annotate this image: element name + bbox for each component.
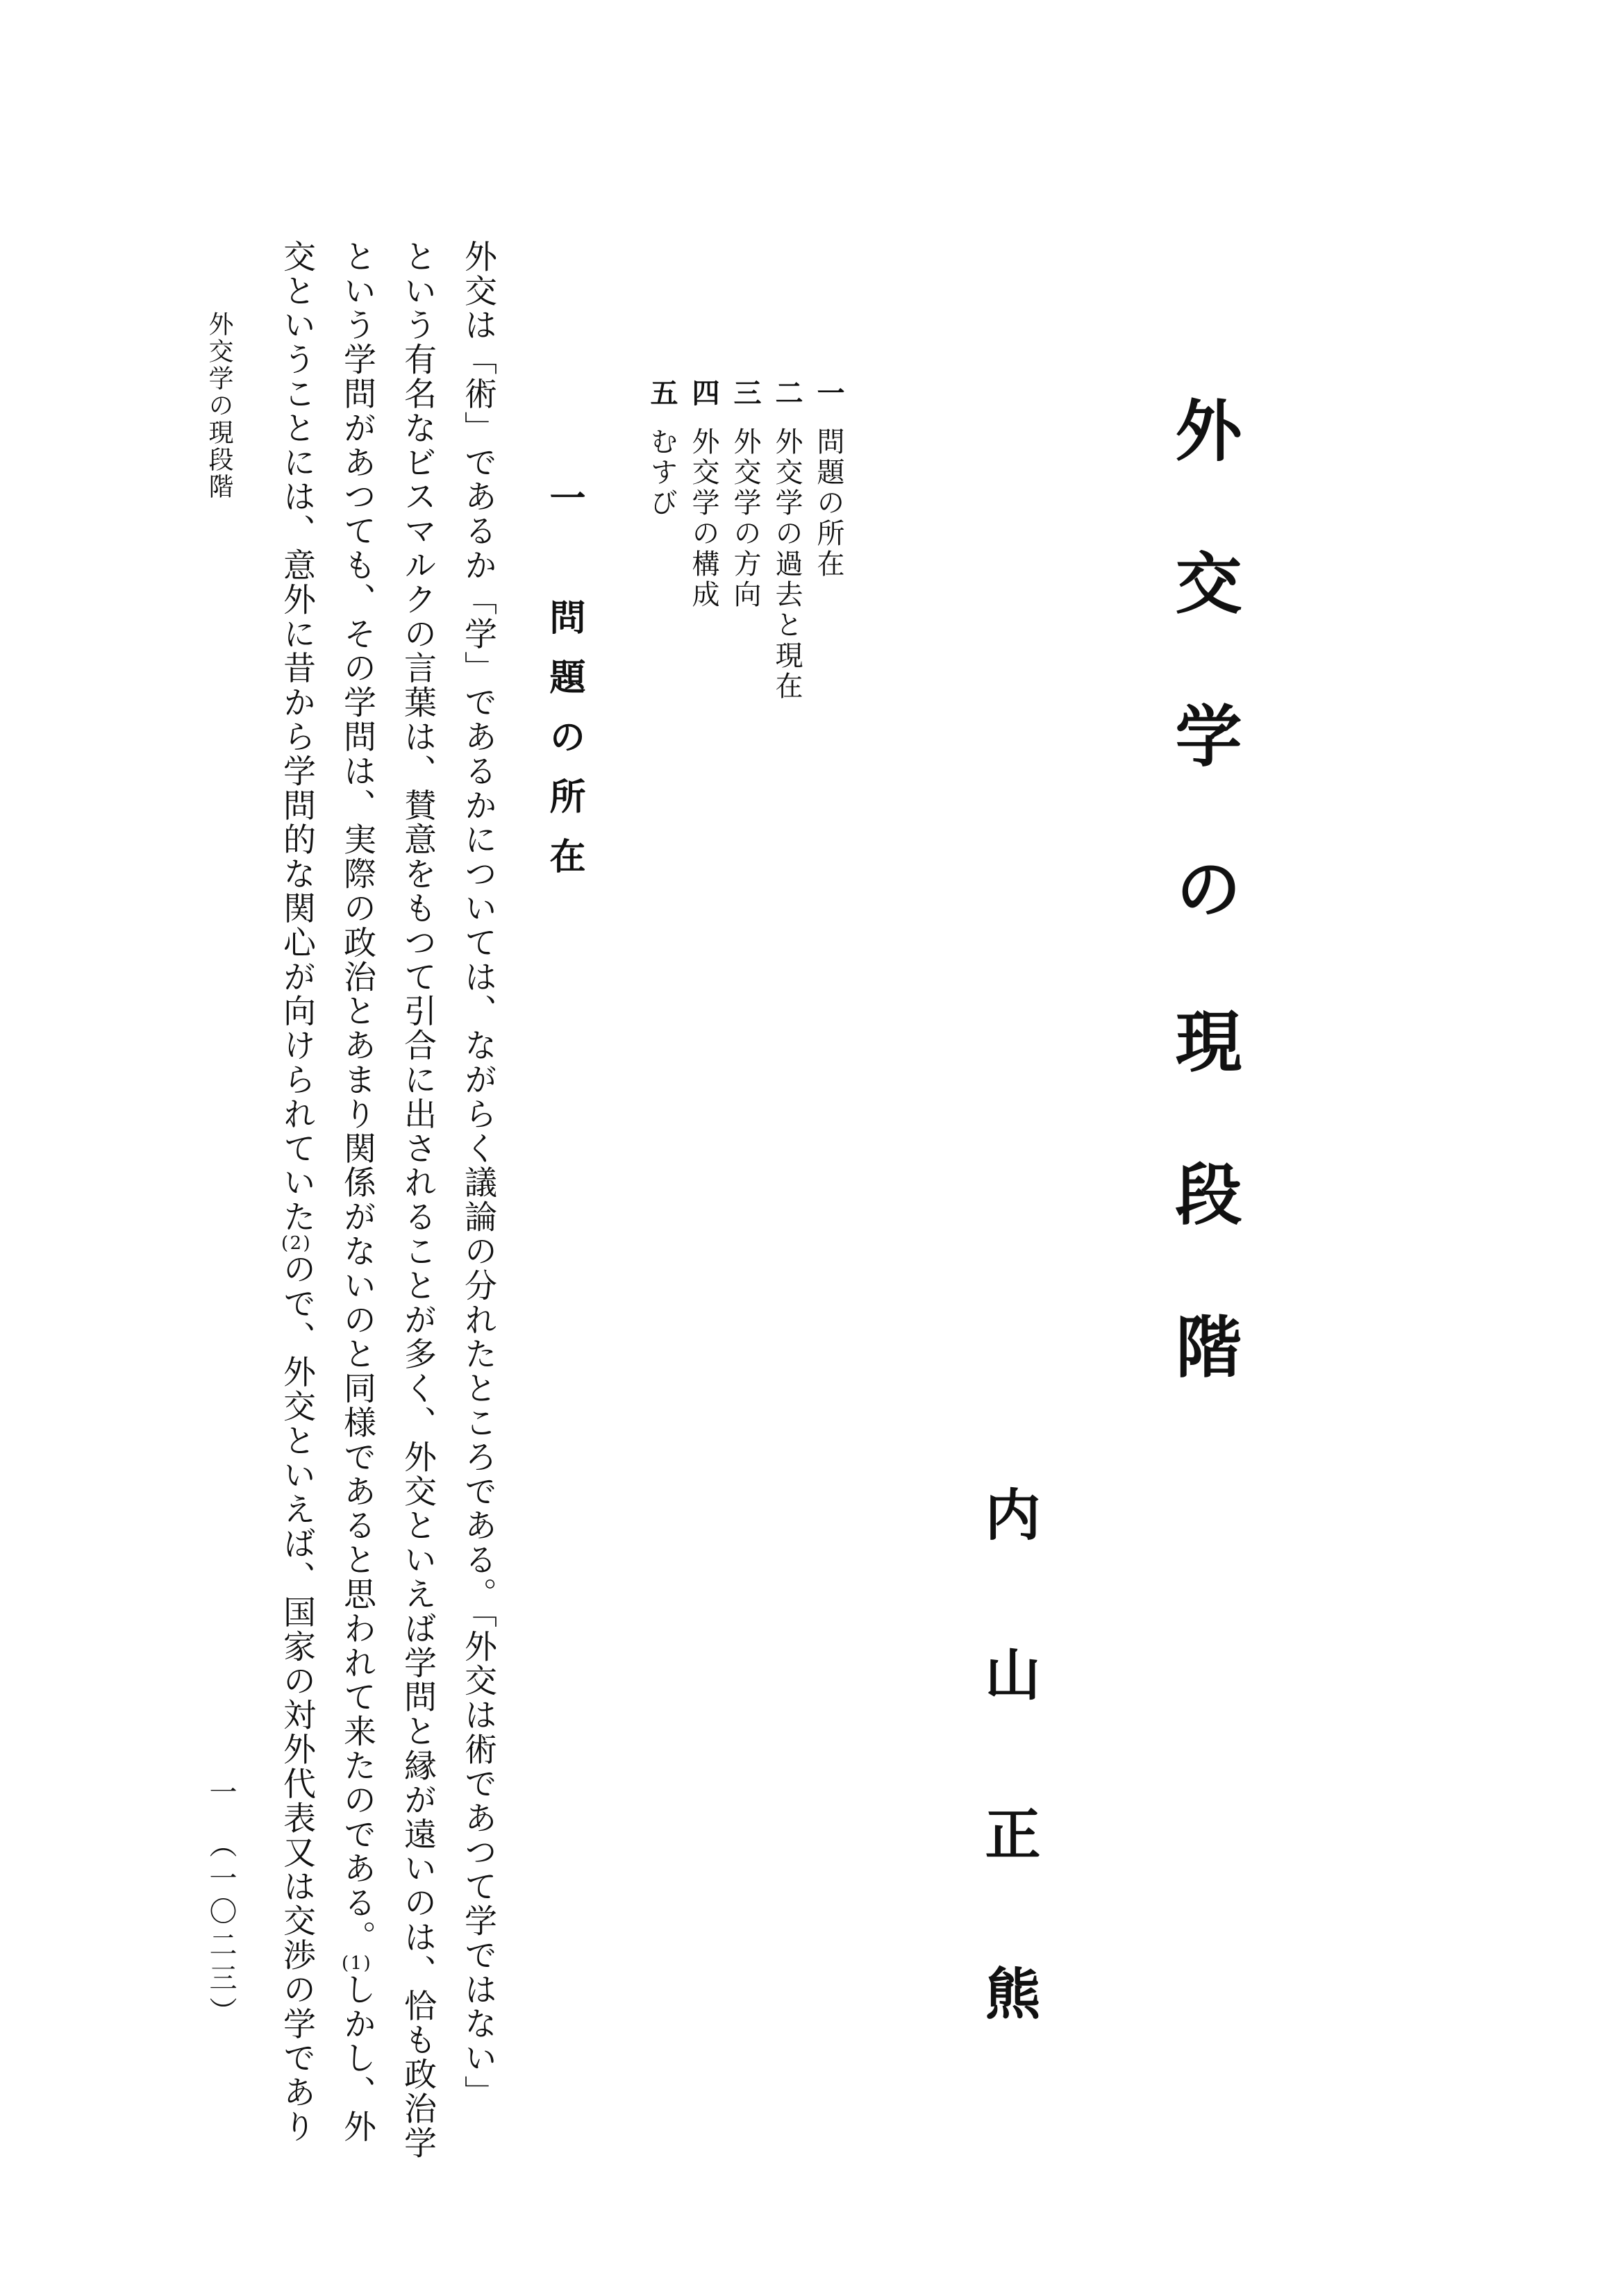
body-text-segment: という学問があつても、その学問は、実際の政治とあまり関係がないのと同様であると思われて来たのである。 (338, 240, 376, 1954)
toc-item-label: 外交学の過去と現在 (771, 427, 803, 702)
running-head: 外交学の現段階 (205, 311, 233, 501)
body-text-segment: しかし、外 (338, 1972, 376, 2144)
page-number: 一 （一〇二三） (205, 1777, 237, 2030)
toc-item-number: 五 (646, 378, 678, 409)
toc-item (726, 378, 765, 610)
author-name: 内山正熊 (976, 1486, 1041, 2125)
toc-item-label: 問題の所在 (812, 427, 844, 580)
body-line (334, 240, 381, 2144)
body-line: という有名なビスマルクの言葉は、賛意をもつて引合に出されることが多く、外交といえば学問と縁が遠いのは、恰も政治学 (399, 240, 437, 2161)
body-line (274, 240, 320, 2144)
toc-item (767, 378, 807, 702)
footnote-marker[interactable]: (2) (281, 1232, 312, 1254)
toc-item (684, 378, 724, 610)
toc-item-label: むすび (646, 427, 678, 519)
toc-item-number: 一 (812, 378, 845, 409)
toc-item-number: 三 (729, 378, 762, 409)
toc-item-number: 二 (771, 378, 803, 409)
toc-item-number: 四 (687, 378, 720, 409)
toc-item (642, 378, 682, 519)
toc-item (809, 378, 849, 580)
section-heading: 一 問題の所在 (543, 479, 585, 897)
article-title: 外交学の現段階 (1165, 396, 1243, 1465)
toc-item-label: 外交学の構成 (687, 427, 719, 610)
body-text-segment: 交ということには、意外に昔から学問的な関心が向けられていた (278, 240, 316, 1234)
body-line: 外交は「術」であるか「学」であるかについては、ながらく議論の分れたところである。「外交は術であつて学ではない」 (459, 240, 497, 2110)
toc-item-label: 外交学の方向 (729, 427, 761, 610)
body-text-segment: ので、外交といえば、国家の対外代表又は交渉の学であり (278, 1252, 316, 2145)
footnote-marker[interactable]: (1) (341, 1953, 373, 1974)
